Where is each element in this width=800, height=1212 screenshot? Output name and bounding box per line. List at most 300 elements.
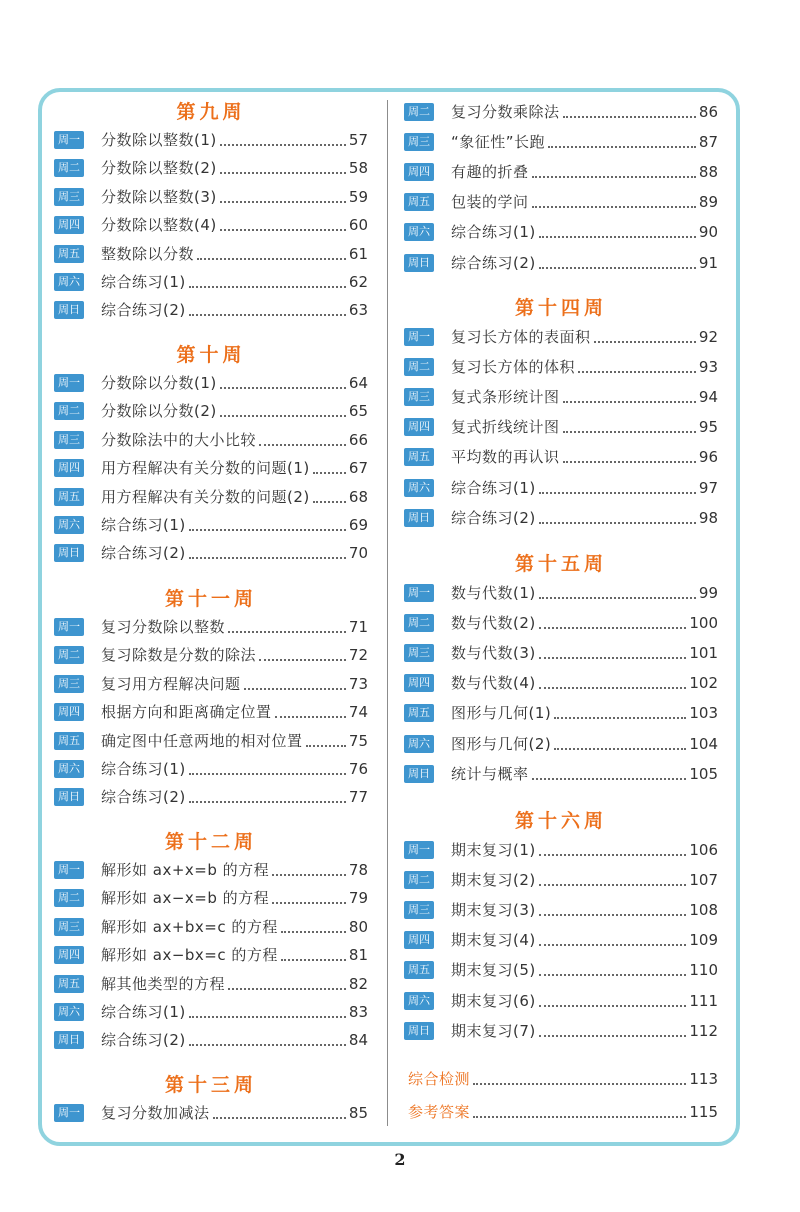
leader-dots [532, 206, 696, 208]
entry-title: 根据方向和距离确定位置 [101, 703, 272, 721]
week-heading: 第十五周 [514, 553, 607, 575]
weekday-badge: 周日 [54, 1031, 84, 1049]
leader-dots [539, 657, 687, 659]
entry-title: 复习除数是分数的除法 [101, 646, 257, 664]
weekday-badge: 周六 [404, 992, 434, 1010]
entry-page-number: 62 [348, 273, 368, 291]
weekday-badge: 周六 [404, 735, 434, 753]
entry-title: 复习长方体的体积 [451, 358, 576, 376]
entry-title: 用方程解决有关分数的问题(1) [101, 459, 310, 477]
weekday-badge: 周二 [54, 889, 84, 907]
entry-title: 期末复习(3) [451, 901, 536, 919]
toc-entry[interactable] [54, 271, 368, 293]
weekday-badge: 周三 [404, 901, 434, 919]
weekday-badge: 周日 [404, 509, 434, 527]
leader-dots [532, 778, 687, 780]
toc-entry[interactable] [54, 372, 368, 394]
entry-page-number: 95 [698, 418, 718, 436]
toc-entry[interactable] [404, 702, 718, 724]
weekday-badge: 周一 [54, 131, 84, 149]
entry-title: 综合练习(1) [101, 1003, 186, 1021]
entry-title: 期末复习(5) [451, 961, 536, 979]
entry-title: 分数除以分数(1) [101, 374, 217, 392]
entry-page-number: 103 [689, 704, 718, 722]
entry-title: 分数除以整数(3) [101, 188, 217, 206]
toc-entry[interactable] [404, 356, 718, 378]
entry-page-number: 57 [348, 131, 368, 149]
weekday-badge: 周三 [54, 188, 84, 206]
leader-dots [539, 597, 696, 599]
entry-page-number: 107 [689, 871, 718, 889]
toc-extra-entry[interactable] [408, 1068, 718, 1090]
leader-dots [539, 1035, 687, 1037]
leader-dots [220, 172, 346, 174]
entry-title: 统计与概率 [451, 765, 529, 783]
entry-title: 有趣的折叠 [451, 163, 529, 181]
leader-dots [539, 627, 687, 629]
toc-entry[interactable] [404, 642, 718, 664]
toc-entry[interactable] [54, 157, 368, 179]
toc-entry[interactable] [54, 129, 368, 151]
entry-page-number: 69 [348, 516, 368, 534]
entry-title: 分数除以分数(2) [101, 402, 217, 420]
weekday-badge: 周日 [404, 254, 434, 272]
week-heading: 第十四周 [514, 297, 607, 319]
week-heading: 第十六周 [514, 810, 607, 832]
toc-entry[interactable] [54, 457, 368, 479]
weekday-badge: 周六 [54, 1003, 84, 1021]
leader-dots [189, 314, 346, 316]
entry-title: 复习用方程解决问题 [101, 675, 241, 693]
entry-title: 综合练习(1) [101, 273, 186, 291]
toc-entry[interactable] [54, 730, 368, 752]
toc-entry[interactable] [54, 299, 368, 321]
weekday-badge: 周一 [404, 584, 434, 602]
entry-title: 分数除以整数(4) [101, 216, 217, 234]
entry-title: 期末复习(1) [451, 841, 536, 859]
leader-dots [189, 557, 346, 559]
leader-dots [548, 146, 696, 148]
entry-page-number: 96 [698, 448, 718, 466]
weekday-badge: 周四 [54, 216, 84, 234]
entry-page-number: 93 [698, 358, 718, 376]
entry-title: 综合练习(1) [101, 760, 186, 778]
entry-page-number: 73 [348, 675, 368, 693]
entry-title: 分数除以整数(2) [101, 159, 217, 177]
entry-title: 综合练习(2) [101, 788, 186, 806]
entry-title: 数与代数(2) [451, 614, 536, 632]
entry-title: 分数除以整数(1) [101, 131, 217, 149]
weekday-badge: 周五 [404, 704, 434, 722]
entry-page-number: 94 [698, 388, 718, 406]
entry-title: 综合练习(2) [101, 1031, 186, 1049]
toc-entry[interactable] [404, 839, 718, 861]
entry-page-number: 106 [689, 841, 718, 859]
entry-title: 复式条形统计图 [451, 388, 560, 406]
toc-entry[interactable] [54, 701, 368, 723]
leader-dots [473, 1116, 686, 1118]
leader-dots [563, 461, 696, 463]
weekday-badge: 周二 [54, 159, 84, 177]
leader-dots [313, 472, 346, 474]
leader-dots [539, 974, 687, 976]
page-number: 2 [394, 1150, 406, 1169]
entry-page-number: 115 [689, 1103, 718, 1121]
toc-entry[interactable] [404, 252, 718, 274]
weekday-badge: 周六 [404, 223, 434, 241]
toc-entry[interactable] [54, 1001, 368, 1023]
weekday-badge: 周五 [54, 975, 84, 993]
entry-page-number: 113 [689, 1070, 718, 1088]
week-heading: 第十三周 [164, 1074, 257, 1096]
toc-entry[interactable] [54, 1029, 368, 1051]
entry-title: 综合练习(1) [101, 516, 186, 534]
weekday-badge: 周四 [404, 931, 434, 949]
leader-dots [272, 874, 346, 876]
leader-dots [189, 286, 346, 288]
entry-page-number: 97 [698, 479, 718, 497]
toc-entry[interactable] [54, 514, 368, 536]
entry-title: 综合练习(1) [451, 223, 536, 241]
entry-page-number: 59 [348, 188, 368, 206]
leader-dots [189, 529, 346, 531]
toc-entry[interactable] [404, 507, 718, 529]
toc-entry[interactable] [54, 616, 368, 638]
column-divider [387, 100, 388, 1126]
leader-dots [197, 258, 346, 260]
weekday-badge: 周二 [404, 614, 434, 632]
entry-page-number: 86 [698, 103, 718, 121]
entry-title: 综合练习(1) [451, 479, 536, 497]
weekday-badge: 周二 [404, 103, 434, 121]
leader-dots [539, 1005, 687, 1007]
entry-title: 复习分数除以整数 [101, 618, 226, 636]
toc-entry[interactable] [54, 916, 368, 938]
weekday-badge: 周二 [404, 358, 434, 376]
leader-dots [228, 631, 346, 633]
entry-page-number: 60 [348, 216, 368, 234]
weekday-badge: 周日 [54, 301, 84, 319]
entry-page-number: 70 [348, 544, 368, 562]
leader-dots [539, 492, 696, 494]
toc-entry[interactable] [54, 758, 368, 780]
toc-entry[interactable] [404, 869, 718, 891]
weekday-badge: 周四 [54, 703, 84, 721]
entry-title: 期末复习(4) [451, 931, 536, 949]
weekday-badge: 周四 [54, 946, 84, 964]
week-heading: 第十一周 [164, 588, 257, 610]
leader-dots [563, 401, 696, 403]
toc-entry[interactable] [404, 161, 718, 183]
entry-page-number: 87 [698, 133, 718, 151]
weekday-badge: 周三 [54, 675, 84, 693]
entry-title: 数与代数(1) [451, 584, 536, 602]
entry-page-number: 80 [348, 918, 368, 936]
leader-dots [220, 201, 346, 203]
entry-title: “象征性”长跑 [451, 133, 546, 151]
toc-entry[interactable] [54, 944, 368, 966]
weekday-badge: 周六 [54, 516, 84, 534]
weekday-badge: 周四 [54, 459, 84, 477]
entry-page-number: 84 [348, 1031, 368, 1049]
leader-dots [473, 1083, 686, 1085]
entry-page-number: 77 [348, 788, 368, 806]
weekday-badge: 周六 [54, 760, 84, 778]
weekday-badge: 周五 [404, 193, 434, 211]
entry-title: 解其他类型的方程 [101, 975, 226, 993]
weekday-badge: 周日 [404, 1022, 434, 1040]
toc-entry[interactable] [54, 400, 368, 422]
entry-page-number: 98 [698, 509, 718, 527]
leader-dots [539, 236, 696, 238]
entry-title: 复习分数乘除法 [451, 103, 560, 121]
weekday-badge: 周一 [54, 861, 84, 879]
toc-entry[interactable] [404, 131, 718, 153]
toc-entry[interactable] [404, 101, 718, 123]
week-heading: 第十周 [176, 344, 246, 366]
leader-dots [189, 1044, 346, 1046]
weekday-badge: 周五 [404, 961, 434, 979]
leader-dots [554, 717, 686, 719]
weekday-badge: 周二 [54, 646, 84, 664]
weekday-badge: 周五 [54, 732, 84, 750]
entry-page-number: 112 [689, 1022, 718, 1040]
leader-dots [306, 745, 346, 747]
weekday-badge: 周四 [404, 418, 434, 436]
entry-page-number: 90 [698, 223, 718, 241]
weekday-badge: 周六 [404, 479, 434, 497]
leader-dots [563, 431, 696, 433]
entry-page-number: 102 [689, 674, 718, 692]
leader-dots [281, 931, 346, 933]
entry-title: 图形与几何(1) [451, 704, 552, 722]
entry-page-number: 58 [348, 159, 368, 177]
leader-dots [313, 501, 346, 503]
toc-entry[interactable] [54, 186, 368, 208]
toc-entry[interactable] [54, 486, 368, 508]
entry-title: 解形如 ax+x=b 的方程 [101, 861, 270, 879]
toc-entry[interactable] [54, 542, 368, 564]
toc-entry[interactable] [404, 959, 718, 981]
leader-dots [539, 267, 696, 269]
toc-entry[interactable] [404, 672, 718, 694]
entry-page-number: 68 [348, 488, 368, 506]
toc-entry[interactable] [54, 1102, 368, 1124]
leader-dots [539, 914, 687, 916]
entry-title: 综合练习(2) [451, 509, 536, 527]
leader-dots [220, 387, 346, 389]
entry-page-number: 109 [689, 931, 718, 949]
leader-dots [275, 716, 346, 718]
toc-entry[interactable] [404, 990, 718, 1012]
entry-page-number: 104 [689, 735, 718, 753]
toc-right-column [404, 0, 718, 1212]
leader-dots [594, 341, 696, 343]
weekday-badge: 周三 [54, 431, 84, 449]
leader-dots [189, 1016, 346, 1018]
leader-dots [539, 854, 687, 856]
weekday-badge: 周一 [54, 374, 84, 392]
entry-title: 综合练习(2) [451, 254, 536, 272]
weekday-badge: 周三 [404, 388, 434, 406]
entry-title: 包装的学问 [451, 193, 529, 211]
leader-dots [259, 659, 346, 661]
toc-entry[interactable] [404, 221, 718, 243]
entry-title: 确定图中任意两地的相对位置 [101, 732, 303, 750]
weekday-badge: 周日 [404, 765, 434, 783]
entry-page-number: 92 [698, 328, 718, 346]
toc-extra-entry[interactable] [408, 1101, 718, 1123]
weekday-badge: 周三 [404, 644, 434, 662]
entry-title: 数与代数(4) [451, 674, 536, 692]
toc-entry[interactable] [404, 416, 718, 438]
entry-page-number: 75 [348, 732, 368, 750]
toc-entry[interactable] [54, 859, 368, 881]
entry-title: 分数除法中的大小比较 [101, 431, 257, 449]
toc-entry[interactable] [404, 763, 718, 785]
entry-page-number: 111 [689, 992, 718, 1010]
entry-page-number: 89 [698, 193, 718, 211]
entry-page-number: 85 [348, 1104, 368, 1122]
leader-dots [578, 371, 696, 373]
entry-title: 期末复习(2) [451, 871, 536, 889]
entry-title: 用方程解决有关分数的问题(2) [101, 488, 310, 506]
leader-dots [228, 988, 346, 990]
leader-dots [554, 748, 686, 750]
entry-title: 解形如 ax+bx=c 的方程 [101, 918, 278, 936]
entry-title: 数与代数(3) [451, 644, 536, 662]
entry-title: 复式折线统计图 [451, 418, 560, 436]
entry-page-number: 72 [348, 646, 368, 664]
entry-title: 解形如 ax−x=b 的方程 [101, 889, 270, 907]
entry-title: 复习长方体的表面积 [451, 328, 591, 346]
leader-dots [539, 522, 696, 524]
weekday-badge: 周五 [54, 488, 84, 506]
entry-page-number: 64 [348, 374, 368, 392]
entry-title: 解形如 ax−bx=c 的方程 [101, 946, 278, 964]
leader-dots [281, 959, 346, 961]
entry-page-number: 108 [689, 901, 718, 919]
entry-page-number: 67 [348, 459, 368, 477]
entry-page-number: 65 [348, 402, 368, 420]
week-heading: 第十二周 [164, 831, 257, 853]
toc-entry[interactable] [54, 429, 368, 451]
weekday-badge: 周日 [54, 544, 84, 562]
leader-dots [532, 176, 696, 178]
toc-entry[interactable] [54, 673, 368, 695]
toc-entry[interactable] [54, 214, 368, 236]
entry-title: 期末复习(6) [451, 992, 536, 1010]
entry-page-number: 88 [698, 163, 718, 181]
entry-page-number: 66 [348, 431, 368, 449]
entry-page-number: 101 [689, 644, 718, 662]
entry-page-number: 99 [698, 584, 718, 602]
entry-page-number: 83 [348, 1003, 368, 1021]
entry-page-number: 91 [698, 254, 718, 272]
toc-entry[interactable] [404, 477, 718, 499]
entry-page-number: 76 [348, 760, 368, 778]
toc-left-column [54, 0, 368, 1212]
weekday-badge: 周五 [404, 448, 434, 466]
entry-page-number: 78 [348, 861, 368, 879]
leader-dots [220, 229, 346, 231]
weekday-badge: 周五 [54, 245, 84, 263]
toc-entry[interactable] [404, 929, 718, 951]
weekday-badge: 周六 [54, 273, 84, 291]
leader-dots [539, 687, 687, 689]
entry-title: 复习分数加减法 [101, 1104, 210, 1122]
toc-entry[interactable] [54, 786, 368, 808]
week-heading: 第九周 [176, 101, 246, 123]
entry-page-number: 82 [348, 975, 368, 993]
entry-page-number: 61 [348, 245, 368, 263]
toc-entry[interactable] [404, 326, 718, 348]
weekday-badge: 周二 [404, 871, 434, 889]
leader-dots [563, 116, 696, 118]
toc-entry[interactable] [54, 973, 368, 995]
entry-title: 期末复习(7) [451, 1022, 536, 1040]
toc-entry[interactable] [54, 644, 368, 666]
leader-dots [220, 415, 346, 417]
entry-title: 图形与几何(2) [451, 735, 552, 753]
entry-page-number: 74 [348, 703, 368, 721]
toc-entry[interactable] [54, 887, 368, 909]
weekday-badge: 周日 [54, 788, 84, 806]
leader-dots [539, 944, 687, 946]
leader-dots [213, 1117, 346, 1119]
weekday-badge: 周一 [54, 1104, 84, 1122]
entry-title: 平均数的再认识 [451, 448, 560, 466]
weekday-badge: 周四 [404, 163, 434, 181]
entry-title: 综合练习(2) [101, 301, 186, 319]
toc-entry[interactable] [404, 446, 718, 468]
weekday-badge: 周四 [404, 674, 434, 692]
entry-title: 参考答案 [408, 1103, 471, 1121]
entry-page-number: 105 [689, 765, 718, 783]
toc-entry[interactable] [404, 899, 718, 921]
entry-page-number: 100 [689, 614, 718, 632]
entry-page-number: 71 [348, 618, 368, 636]
leader-dots [244, 688, 346, 690]
entry-title: 综合练习(2) [101, 544, 186, 562]
leader-dots [272, 902, 346, 904]
leader-dots [189, 773, 346, 775]
leader-dots [539, 884, 687, 886]
toc-entry[interactable] [404, 612, 718, 634]
toc-entry[interactable] [404, 582, 718, 604]
weekday-badge: 周一 [404, 841, 434, 859]
toc-entry[interactable] [404, 733, 718, 755]
weekday-badge: 周一 [404, 328, 434, 346]
weekday-badge: 周三 [404, 133, 434, 151]
entry-page-number: 63 [348, 301, 368, 319]
entry-title: 综合检测 [408, 1070, 471, 1088]
entry-page-number: 81 [348, 946, 368, 964]
entry-title: 整数除以分数 [101, 245, 195, 263]
entry-page-number: 110 [689, 961, 718, 979]
entry-page-number: 79 [348, 889, 368, 907]
weekday-badge: 周二 [54, 402, 84, 420]
toc-entry[interactable] [404, 1020, 718, 1042]
weekday-badge: 周一 [54, 618, 84, 636]
weekday-badge: 周三 [54, 918, 84, 936]
toc-entry[interactable] [54, 243, 368, 265]
toc-entry[interactable] [404, 191, 718, 213]
leader-dots [259, 444, 346, 446]
toc-entry[interactable] [404, 386, 718, 408]
leader-dots [189, 801, 346, 803]
leader-dots [220, 144, 346, 146]
